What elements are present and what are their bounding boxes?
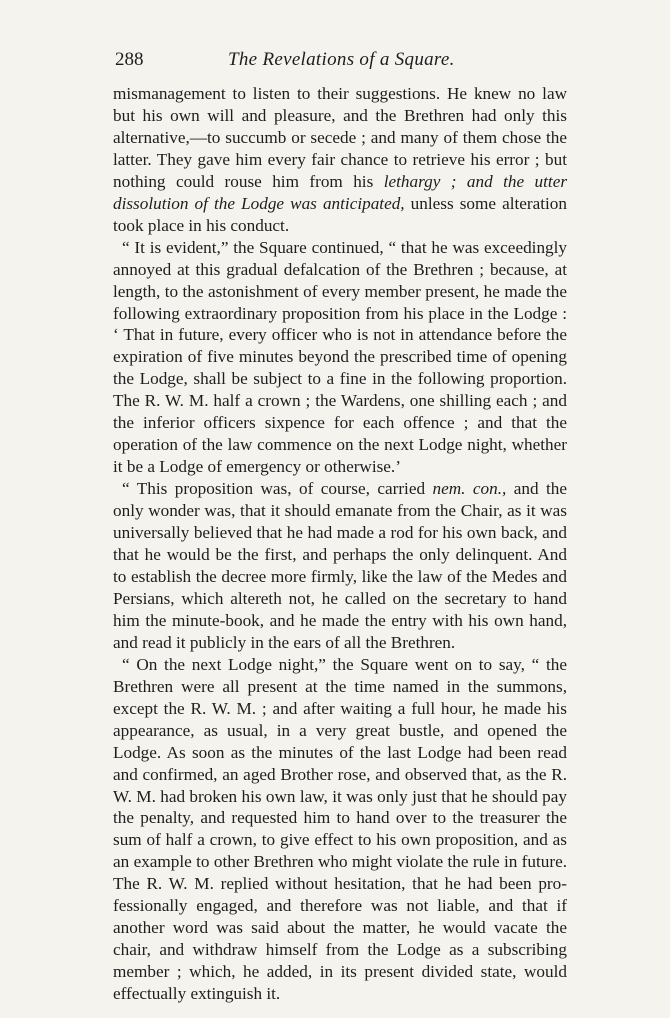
- text-run: “ On the next Lodge night,” the Square went on to say, “ the Brethren were all present at the time named in the summons, except the R. W. M. ; and after waiting a full hour, he made his appearance, as usual, in a very great bustle, and opened the Lodge. As soon as the minutes of the last Lodge had been read and confirmed, an aged Brother rose, and observed that, as the R. W. M. had broken his own law, it was only just that he should pay the penalty, and requested him to hand over to the treasurer the sum of half a crown, to give effect to his own proposition, and as an example to other Brethren who might violate the rule in future. The R. W. M. replied without hesitation, that he had been professionally engaged, and therefore was not liable, and that if another word was said about the matter, he would vacate the chair, and withdraw himself from the Lodge as a subscribing member ; which, he added, in its present divided state, would effectually extinguish it.: [113, 654, 567, 1004]
- paragraph: [113, 654, 567, 1005]
- text-run: mismanagement to listen to their suggestions. He knew no law but his own will and pleasure, and the Brethren had only this alternative,—to succumb or secede ; and many of them chose the latter. They gave him every fair chance to retrieve his error ; but nothing could rouse him from his: [113, 84, 567, 191]
- body-text: [113, 83, 567, 1005]
- text-run: “ This proposition was, of course, carried: [122, 479, 433, 499]
- text-run: “ It is evident,” the Square continued, “ that he was exceedingly annoyed at this gradual defalcation of the Brethren ; because, at length, to the astonishment of every member present, he made the following extraordinary proposition from his place in the Lodge : ‘ That in future, every officer who is not in attendance before the expiration of five minutes beyond the prescribed time of opening the Lodge, shall be subject to a fine in the following proportion. The R. W. M. half a crown ; the Wardens, one shilling each ; and the inferior officers sixpence for each offence ; and that the operation of the law commence on the next Lodge night, whether it be a Lodge of emergency or otherwise.’: [113, 237, 567, 477]
- text-run-italic: nem. con.,: [432, 479, 507, 499]
- page-header: [115, 47, 569, 73]
- text-run: and the only wonder was, that it should emanate from the Chair, as it was universally believed that he had made a rod for his own back, and that he would be the first, and perhaps the only delinquent. And to establish the decree more firmly, like the law of the Medes and Persians, which altereth not, he called on the secretary to hand him the minute-book, and he made the entry with his own hand, and read it publicly in the ears of all the Brethren.: [113, 479, 568, 652]
- paragraph: [113, 478, 567, 654]
- text-run-italic: lethargy ; and the utter dissolution of the Lodge was anticipated,: [113, 171, 568, 213]
- page-number: 288: [115, 49, 144, 70]
- paragraph: [113, 237, 567, 478]
- text-run: unless some alteration took place in his conduct.: [113, 193, 567, 235]
- running-title: The Revelations of a Square.: [228, 49, 455, 70]
- paragraph: [113, 83, 567, 237]
